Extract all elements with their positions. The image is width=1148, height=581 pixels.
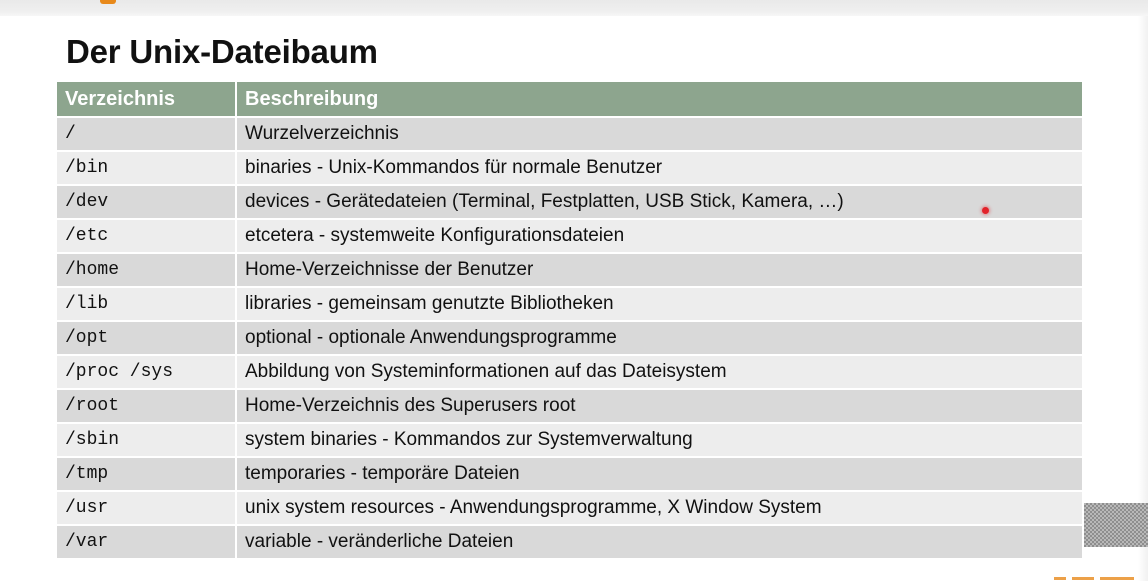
directory-cell: /etc bbox=[57, 219, 236, 253]
directory-cell: /root bbox=[57, 389, 236, 423]
table-row bbox=[57, 491, 1082, 525]
description-cell: temporaries - temporäre Dateien bbox=[236, 457, 1082, 491]
directory-cell: /sbin bbox=[57, 423, 236, 457]
description-cell: binaries - Unix-Kommandos für normale Benutzer bbox=[236, 151, 1082, 185]
table-row bbox=[57, 117, 1082, 151]
video-thumbnail-overlay bbox=[1084, 503, 1148, 547]
header-description: Beschreibung bbox=[236, 82, 1082, 117]
directory-cell: /home bbox=[57, 253, 236, 287]
description-cell: Home-Verzeichnisse der Benutzer bbox=[236, 253, 1082, 287]
directory-cell: /proc /sys bbox=[57, 355, 236, 389]
table-row bbox=[57, 253, 1082, 287]
table-row bbox=[57, 321, 1082, 355]
top-bar bbox=[0, 0, 1148, 16]
description-cell: devices - Gerätedateien (Terminal, Festplatten, USB Stick, Kamera, …) bbox=[236, 185, 1082, 219]
table-header-row bbox=[57, 82, 1082, 117]
directory-cell: / bbox=[57, 117, 236, 151]
table-row bbox=[57, 287, 1082, 321]
description-cell: optional - optionale Anwendungsprogramme bbox=[236, 321, 1082, 355]
table-row bbox=[57, 457, 1082, 491]
description-cell: unix system resources - Anwendungsprogramme, X Window System bbox=[236, 491, 1082, 525]
directory-cell: /dev bbox=[57, 185, 236, 219]
brand-accent-mark bbox=[100, 0, 116, 4]
directory-cell: /opt bbox=[57, 321, 236, 355]
slide-edge-shadow bbox=[1138, 16, 1148, 581]
description-cell: Abbildung von Systeminformationen auf das Dateisystem bbox=[236, 355, 1082, 389]
table-row bbox=[57, 423, 1082, 457]
table-row bbox=[57, 525, 1082, 558]
slide-title: Der Unix-Dateibaum bbox=[66, 33, 378, 70]
description-cell: libraries - gemeinsam genutzte Bibliotheken bbox=[236, 287, 1082, 321]
header-directory: Verzeichnis bbox=[57, 82, 236, 117]
directory-cell: /var bbox=[57, 525, 236, 558]
table-row bbox=[57, 151, 1082, 185]
table-row bbox=[57, 389, 1082, 423]
directory-cell: /bin bbox=[57, 151, 236, 185]
table-row bbox=[57, 185, 1082, 219]
table-row bbox=[57, 219, 1082, 253]
description-cell: Wurzelverzeichnis bbox=[236, 117, 1082, 151]
directory-cell: /lib bbox=[57, 287, 236, 321]
directory-cell: /tmp bbox=[57, 457, 236, 491]
footer-branding bbox=[1054, 574, 1148, 581]
laser-pointer-dot bbox=[982, 207, 989, 214]
directory-cell: /usr bbox=[57, 491, 236, 525]
table-row bbox=[57, 355, 1082, 389]
description-cell: Home-Verzeichnis des Superusers root bbox=[236, 389, 1082, 423]
description-cell: etcetera - systemweite Konfigurationsdateien bbox=[236, 219, 1082, 253]
description-cell: system binaries - Kommandos zur Systemverwaltung bbox=[236, 423, 1082, 457]
description-cell: variable - veränderliche Dateien bbox=[236, 525, 1082, 558]
directory-table bbox=[57, 82, 1082, 558]
